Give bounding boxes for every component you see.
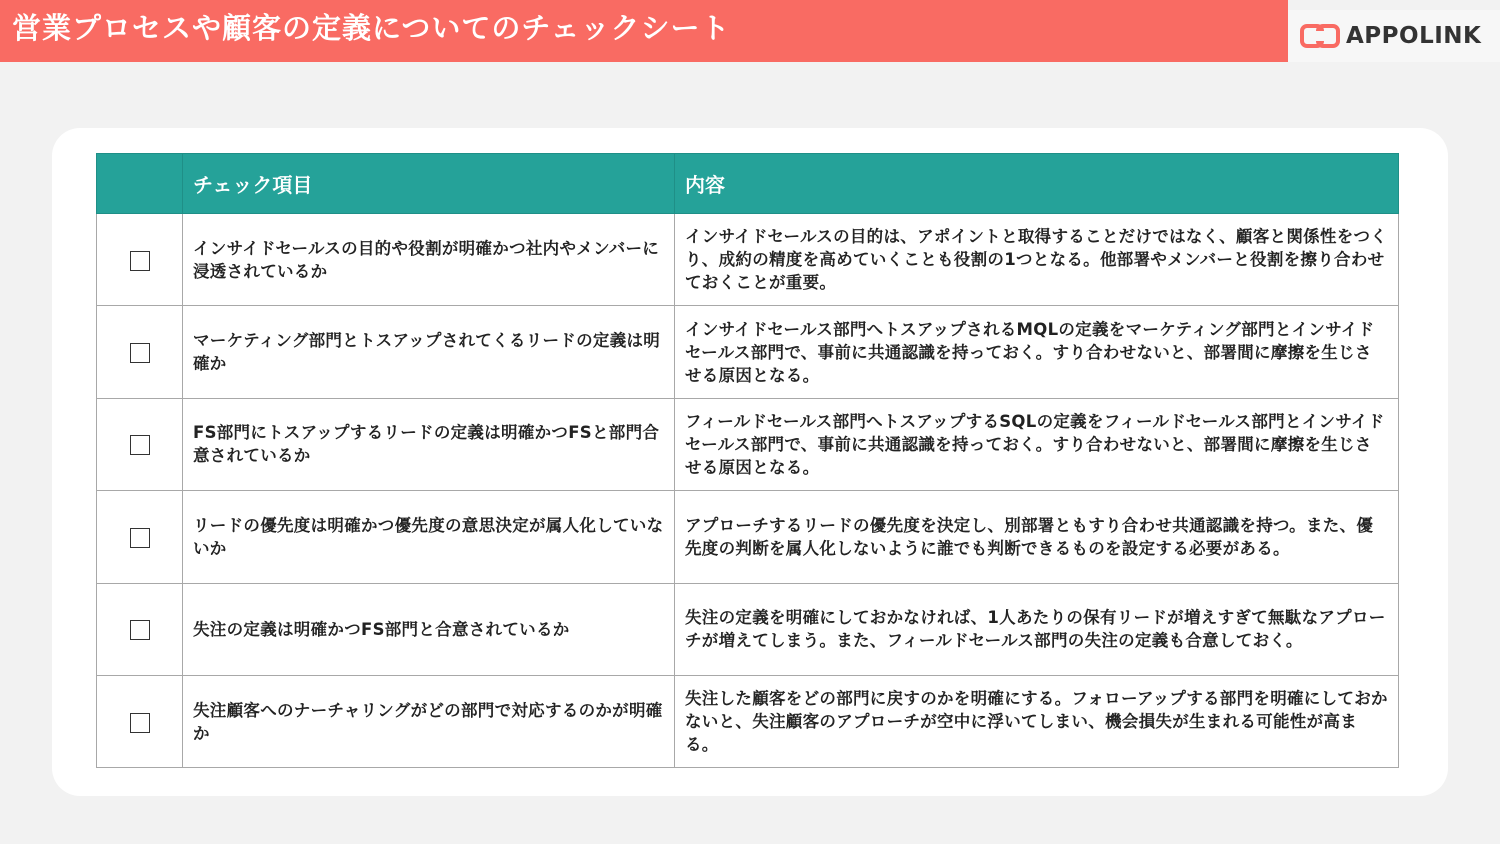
checkbox-cell (97, 398, 183, 490)
logo-text: APPOLINK (1346, 23, 1482, 49)
table-row (97, 306, 1399, 398)
checkbox-cell (97, 306, 183, 398)
check-item-cell: インサイドセールスの目的や役割が明確かつ社内やメンバーに浸透されているか (183, 214, 675, 306)
appolink-logo-icon (1300, 23, 1340, 49)
checkbox[interactable] (130, 251, 150, 271)
checkbox-cell (97, 675, 183, 767)
header-bar (0, 0, 1288, 62)
check-item-cell: 失注顧客へのナーチャリングがどの部門で対応するのかが明確か (183, 675, 675, 767)
check-item-cell: マーケティング部門とトスアップされてくるリードの定義は明確か (183, 306, 675, 398)
content-cell: アプローチするリードの優先度を決定し、別部署ともすり合わせ共通認識を持つ。また、優先度の判断を属人化しないように誰でも判断できるものを設定する必要がある。 (675, 491, 1399, 583)
checkbox[interactable] (130, 528, 150, 548)
check-item-cell: 失注の定義は明確かつFS部門と合意されているか (183, 583, 675, 675)
content-cell: 失注した顧客をどの部門に戻すのかを明確にする。フォローアップする部門を明確にしておかないと、失注顧客のアプローチが空中に浮いてしまい、機会損失が生まれる可能性が高まる。 (675, 675, 1399, 767)
table-header-row (97, 154, 1399, 214)
page-title: 営業プロセスや顧客の定義についてのチェックシート (12, 11, 731, 45)
content-cell: フィールドセールス部門へトスアップするSQLの定義をフィールドセールス部門とインサイドセールス部門で、事前に共通認識を持っておく。すり合わせないと、部署間に摩擦を生じさせる原因となる。 (675, 398, 1399, 490)
checkbox-cell (97, 491, 183, 583)
content-cell: インサイドセールス部門へトスアップされるMQLの定義をマーケティング部門とインサイドセールス部門で、事前に共通認識を持っておく。すり合わせないと、部署間に摩擦を生じさせる原因となる。 (675, 306, 1399, 398)
checkbox[interactable] (130, 620, 150, 640)
check-item-cell: リードの優先度は明確かつ優先度の意思決定が属人化していないか (183, 491, 675, 583)
checkbox-cell (97, 583, 183, 675)
content-cell: インサイドセールスの目的は、アポイントと取得することだけではなく、顧客と関係性をつくり、成約の精度を高めていくことも役割の1つとなる。他部署やメンバーと役割を擦り合わせておくことが重要。 (675, 214, 1399, 306)
checklist-table (96, 153, 1399, 768)
column-header-content: 内容 (675, 154, 1399, 214)
checkbox-cell (97, 214, 183, 306)
table-row (97, 398, 1399, 490)
checkbox[interactable] (130, 343, 150, 363)
checkbox[interactable] (130, 435, 150, 455)
table-row (97, 583, 1399, 675)
checkbox[interactable] (130, 713, 150, 733)
table-row (97, 214, 1399, 306)
logo (1288, 10, 1500, 62)
table-row (97, 675, 1399, 767)
column-header-checkbox (97, 154, 183, 214)
check-item-cell: FS部門にトスアップするリードの定義は明確かつFSと部門合意されているか (183, 398, 675, 490)
content-cell: 失注の定義を明確にしておかなければ、1人あたりの保有リードが増えすぎて無駄なアプローチが増えてしまう。また、フィールドセールス部門の失注の定義も合意しておく。 (675, 583, 1399, 675)
column-header-check-item: チェック項目 (183, 154, 675, 214)
table-row (97, 491, 1399, 583)
